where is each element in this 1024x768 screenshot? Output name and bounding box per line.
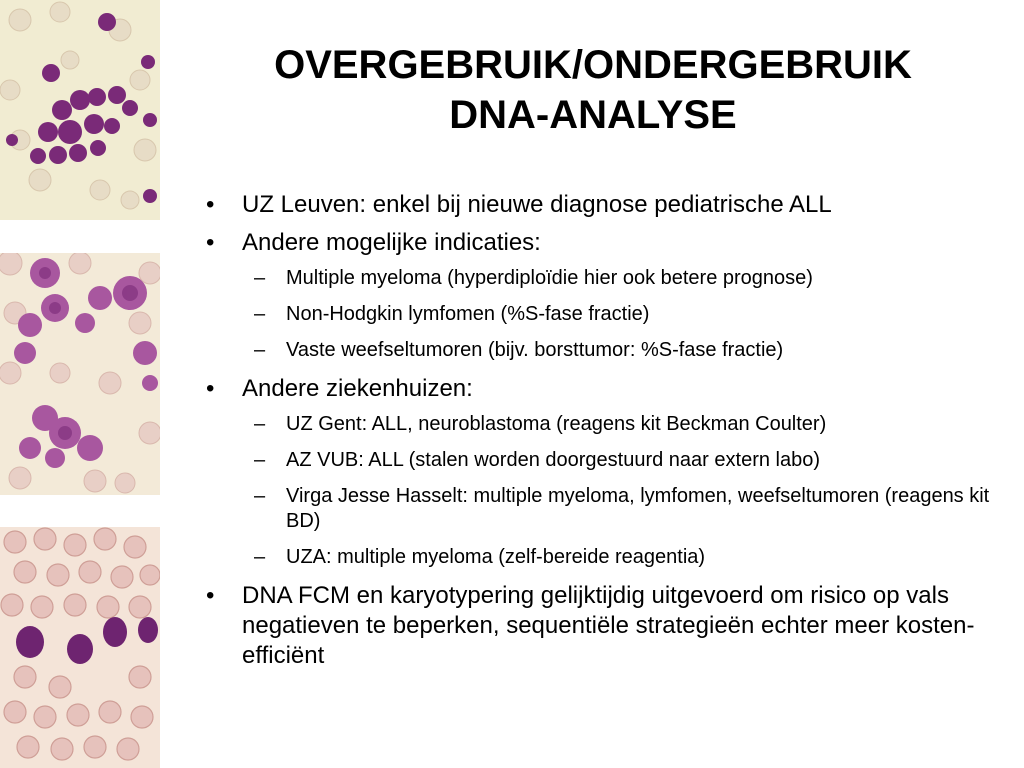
sub-bullet-text: Multiple myeloma (hyperdiploïdie hier ook betere prognose) <box>286 267 813 289</box>
blood-smear-image-bottom <box>0 527 160 768</box>
sub-bullet-item <box>196 338 996 363</box>
slide-title-line-1: OVERGEBRUIK/ONDERGEBRUIK <box>274 43 912 87</box>
dash-marker: – <box>254 546 266 568</box>
bullet-item <box>196 190 996 220</box>
slide-title <box>178 40 1008 140</box>
bullet-marker: • <box>206 375 215 402</box>
sub-bullet-text: AZ VUB: ALL (stalen worden doorgestuurd naar extern labo) <box>286 449 821 471</box>
dash-marker: – <box>254 449 266 471</box>
sub-bullet-item <box>196 545 996 570</box>
bullet-item <box>196 581 996 671</box>
sub-bullet-item <box>196 266 996 291</box>
bullet-item <box>196 374 996 404</box>
sub-bullet-item <box>196 484 996 534</box>
bullet-marker: • <box>206 191 215 218</box>
bullet-text: DNA FCM en karyotypering gelijktijdig uitgevoerd om risico op vals negatieven te beperken, sequentiële strategieën echter meer kosten-efficiënt <box>242 582 975 669</box>
sub-bullet-text: UZA: multiple myeloma (zelf-bereide reagentia) <box>286 546 706 568</box>
sub-bullet-item <box>196 412 996 437</box>
sub-bullet-item <box>196 302 996 327</box>
bullet-marker: • <box>206 229 215 256</box>
blood-smear-image-middle <box>0 253 160 495</box>
dash-marker: – <box>254 413 266 435</box>
sub-bullet-text: Virga Jesse Hasselt: multiple myeloma, lymfomen, weefseltumoren (reagens kit BD) <box>286 485 990 532</box>
blood-smear-image-top <box>0 0 160 220</box>
dash-marker: – <box>254 303 266 325</box>
sub-bullet-text: UZ Gent: ALL, neuroblastoma (reagens kit Beckman Coulter) <box>286 413 827 435</box>
bullet-item <box>196 228 996 258</box>
dash-marker: – <box>254 339 266 361</box>
bullet-list <box>196 190 996 679</box>
dash-marker: – <box>254 485 266 507</box>
sub-bullet-text: Non-Hodgkin lymfomen (%S-fase fractie) <box>286 303 650 325</box>
sub-bullet-item <box>196 448 996 473</box>
bullet-text: Andere mogelijke indicaties: <box>242 229 541 256</box>
bullet-marker: • <box>206 582 215 609</box>
dash-marker: – <box>254 267 266 289</box>
bullet-text: UZ Leuven: enkel bij nieuwe diagnose pediatrische ALL <box>242 191 832 218</box>
bullet-text: Andere ziekenhuizen: <box>242 375 473 402</box>
slide-title-line-2: DNA-ANALYSE <box>449 93 737 137</box>
sub-bullet-text: Vaste weefseltumoren (bijv. borsttumor: %S-fase fractie) <box>286 339 784 361</box>
